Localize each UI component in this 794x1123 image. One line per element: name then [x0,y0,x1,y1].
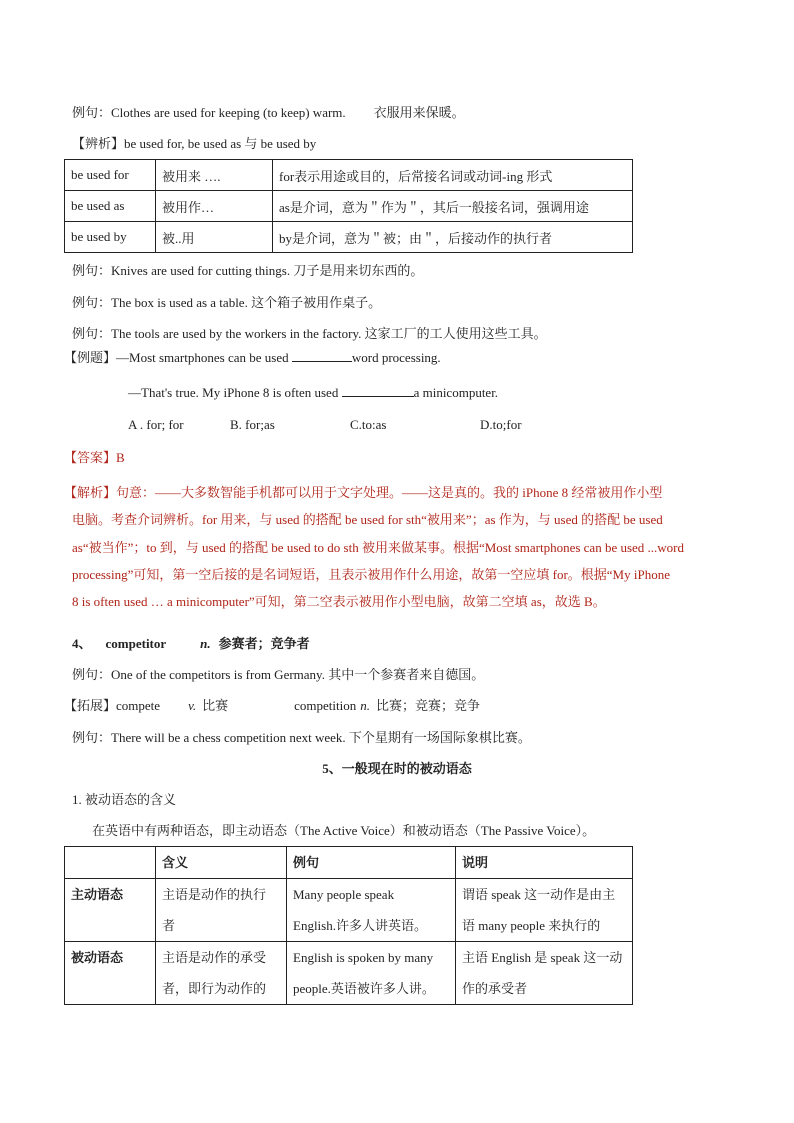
question-options [128,416,522,434]
table-row [65,942,633,1005]
example-line-tools: 例句：The tools are used by the workers in the factory. 这家工厂的工人使用这些工具。 [72,326,547,341]
question-text: word processing. [351,350,441,365]
table-cell [456,942,633,1005]
answer-tag: 【答案】 [64,450,117,465]
table-row [65,191,633,222]
question-text: —That's true. My iPhone 8 is often used [128,385,342,400]
example-line-box: 例句：The box is used as a table. 这个箱子被用作桌子。 [72,295,382,310]
analysis-text: be used for, be used as 与 be used by [124,136,317,151]
table-cell: be used by [65,222,156,253]
table-cell [287,879,456,942]
explanation-line: as“被当作”；to 到，与 used 的搭配 be used to do sth 被用来做某事。根据“Most smartphones can be used ...word [72,540,685,555]
cell-line: English is spoken by many [293,950,434,965]
cell-line: 语 many people 来执行的 [462,918,601,933]
answer-value: B [116,450,125,465]
question-line-2 [128,384,498,402]
vocab-word: competitor [105,636,167,651]
cell-line: 主语是动作的执行 [162,887,267,902]
table-cell: be used as [65,191,156,222]
table-header-cell: 说明 [456,847,633,879]
example-chinese: 衣服用来保暖。 [373,105,465,120]
table-header-cell [65,847,156,879]
example-line-chess: 例句：There will be a chess competition next week. 下个星期有一场国际象棋比赛。 [72,730,531,745]
subheading-passive-meaning: 1. 被动语态的含义 [72,792,177,807]
explanation-line: 【解析】句意：——大多数智能手机都可以用于文字处理。——这是真的。我的 iPhone 8 经常被用作小型 [64,485,663,500]
question-text: —Most smartphones can be used [116,350,292,365]
option-b: B. for;as [230,417,275,432]
option-a: A . for; for [128,417,184,432]
section-heading-passive: 5、一般现在时的被动语态 [322,761,472,776]
extension-meaning: 比赛；竞赛；竞争 [376,698,481,713]
cell-line: 主语是动作的承受 [162,950,267,965]
answer-blank [292,349,352,362]
table-row [65,160,633,191]
table-cell [156,879,287,942]
table-cell: for表示用途或目的，后常接名词或动词-ing 形式 [273,160,633,191]
table-cell: by是介词，意为＂被；由＂，后接动作的执行者 [273,222,633,253]
example-line-competitors: 例句：One of the competitors is from Germany. 其中一个参赛者来自德国。 [72,667,485,682]
be-used-comparison-table [64,159,633,253]
table-cell: 被..用 [156,222,273,253]
extension-word: compete [116,698,161,713]
cell-line: people.英语被许多人讲。 [293,981,435,996]
question-line-1 [64,349,441,367]
table-row [65,847,633,879]
table-cell [287,942,456,1005]
analysis-tag: 【辨析】 [72,136,125,151]
vocab-pos: n. [200,636,211,651]
table-cell: as是介词，意为＂作为＂，其后一般接名词，强调用途 [273,191,633,222]
cell-line: 者，即行为动作的 [162,981,267,996]
option-c: C.to:as [350,417,387,432]
passive-intro: 在英语中有两种语态，即主动语态（The Active Voice）和被动语态（The Passive Voice）。 [92,823,596,838]
table-cell [156,942,287,1005]
explanation-line: 电脑。考查介词辨析。for 用来，与 used 的搭配 be used for sth“被用来”；as 作为，与 used 的搭配 be used [72,512,663,527]
question-text: a minicomputer. [413,385,499,400]
explanation-line: processing”可知，第一空后接的是名词短语，且表示被用作什么用途，故第一空应填 for。根据“My iPhone [72,567,670,582]
analysis-heading [72,135,316,153]
table-cell [456,879,633,942]
answer-line [64,449,125,467]
cell-line: 谓语 speak 这一动作是由主 [462,887,616,902]
extension-pos: n. [360,698,370,713]
table-cell: 被用来 …. [156,160,273,191]
vocab-heading-competitor [72,635,310,653]
extension-meaning: 比赛 [202,698,229,713]
cell-line: English.许多人讲英语。 [293,918,427,933]
extension-word: competition [294,698,357,713]
table-row [65,879,633,942]
table-row [65,222,633,253]
table-cell: be used for [65,160,156,191]
example-prefix: 例句： [72,105,112,120]
answer-blank [342,384,414,397]
cell-line: 者 [162,918,176,933]
cell-line: 主语 English 是 speak 这一动 [462,950,623,965]
table-header-cell: 例句 [287,847,456,879]
table-cell: 被用作… [156,191,273,222]
vocab-number: 4、 [72,636,92,651]
example-line-clothes [72,104,465,122]
table-header-cell: 含义 [156,847,287,879]
extension-line [64,697,480,715]
cell-line: 作的承受者 [462,981,528,996]
vocab-meaning: 参赛者；竞争者 [218,636,310,651]
example-line-knives: 例句：Knives are used for cutting things. 刀子是用来切东西的。 [72,263,424,278]
option-d: D.to;for [480,417,522,432]
example-english: Clothes are used for keeping (to keep) warm. [111,105,346,120]
extension-tag: 【拓展】 [64,698,117,713]
cell-line: Many people speak [293,887,395,902]
voice-comparison-table [64,846,633,1005]
table-cell: 主动语态 [65,879,156,942]
question-tag: 【例题】 [64,350,117,365]
extension-pos: v. [188,698,197,713]
table-cell: 被动语态 [65,942,156,1005]
explanation-line: 8 is often used … a minicomputer”可知，第二空表示被用作小型电脑，故第二空填 as，故选 B。 [72,594,606,609]
